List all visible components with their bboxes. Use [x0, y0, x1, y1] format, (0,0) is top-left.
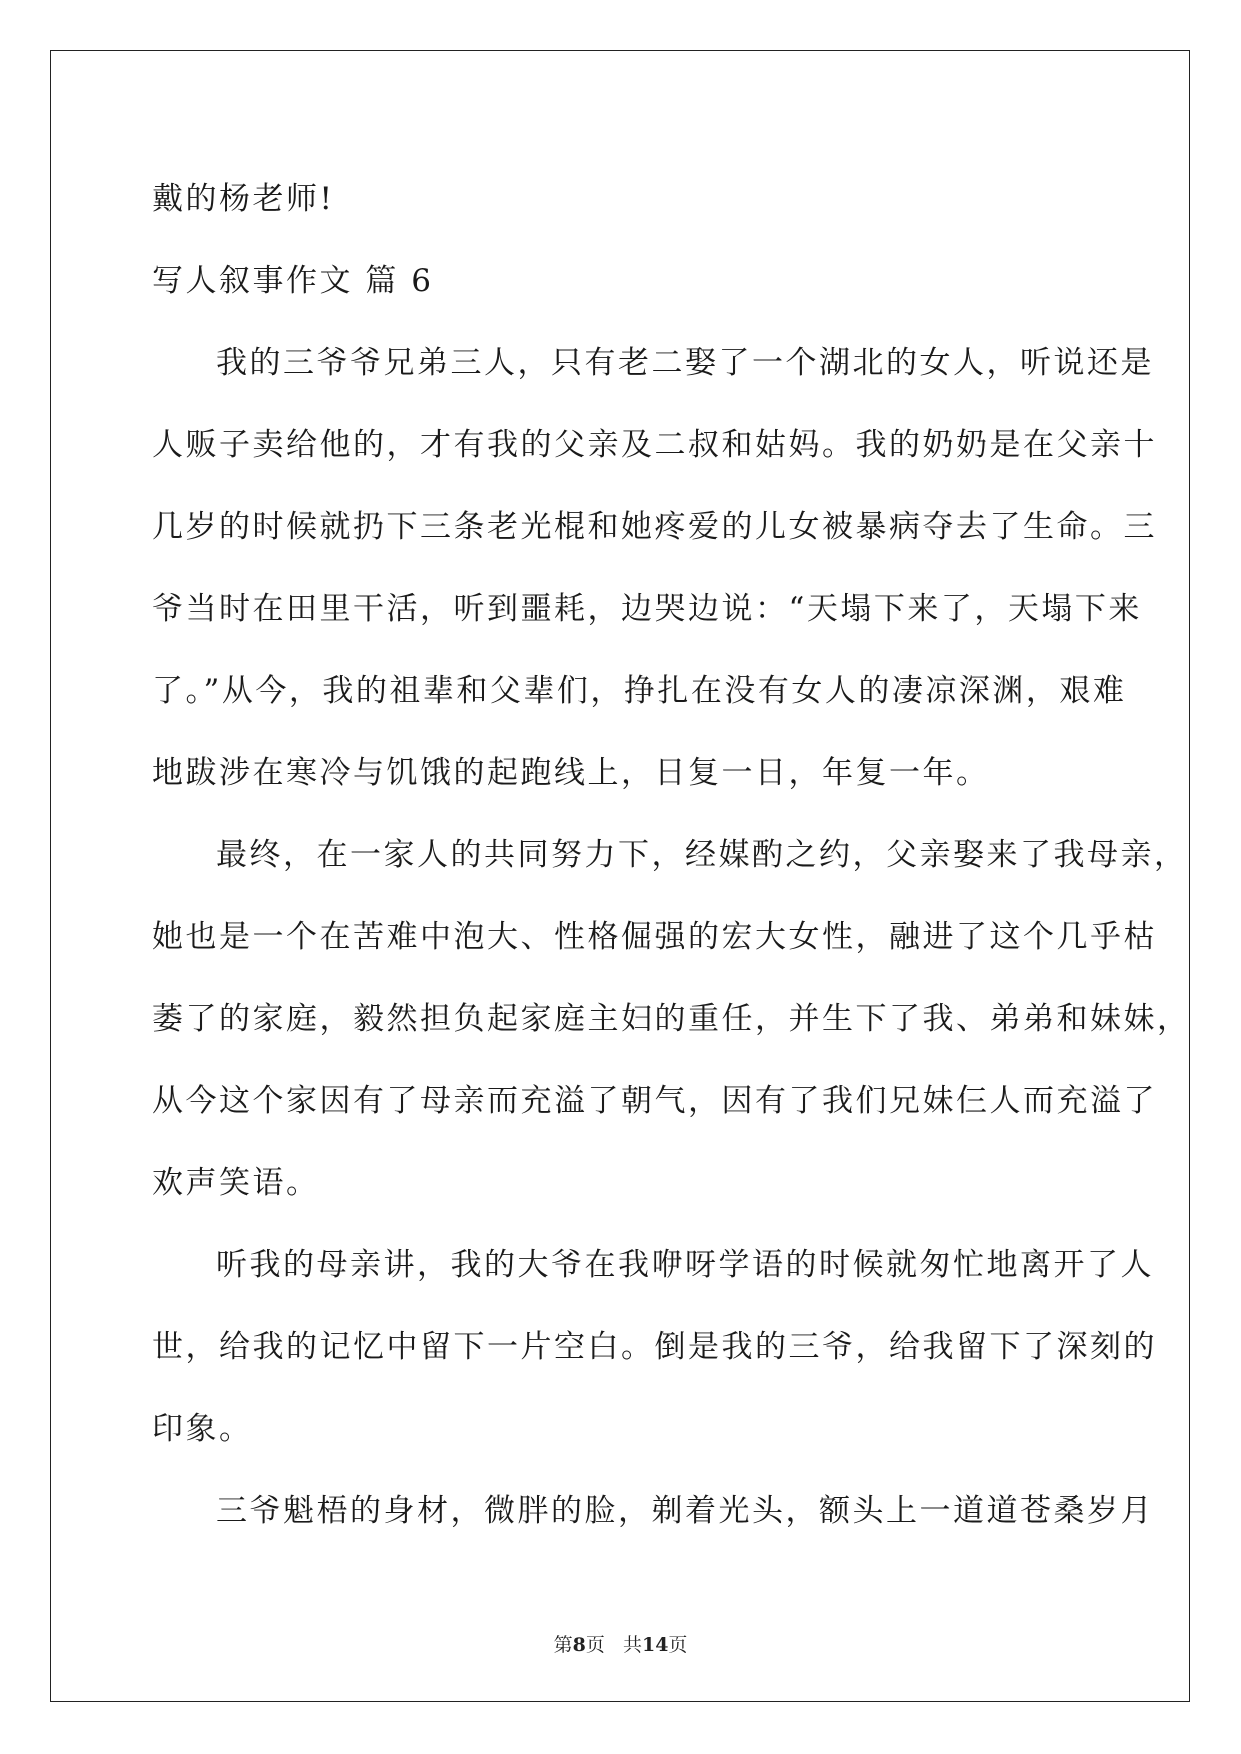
- text-line-1: 戴的杨老师!: [152, 181, 335, 217]
- text-line-10: 她也是一个在苦难中泡大、性格倔强的宏大女性，融进了这个几乎枯: [152, 919, 1157, 955]
- page-footer: [0, 1630, 1241, 1657]
- text-line-11: 萎了的家庭，毅然担负起家庭主妇的重任，并生下了我、弟弟和妹妹，: [152, 1001, 1191, 1037]
- text-line-6: 爷当时在田里干活，听到噩耗，边哭边说：“天塌下来了，天塌下来: [152, 591, 1142, 627]
- text-line-12: 从今这个家因有了母亲而充溢了朝气，因有了我们兄妹仨人而充溢了: [152, 1083, 1157, 1119]
- total-suffix: 页: [668, 1634, 688, 1656]
- total-pages: 14: [641, 1634, 669, 1656]
- page-suffix: 页: [585, 1634, 605, 1656]
- text-line-5: 几岁的时候就扔下三条老光棍和她疼爱的儿女被暴病夺去了生命。三: [152, 509, 1157, 545]
- text-line-3: 我的三爷爷兄弟三人，只有老二娶了一个湖北的女人，听说还是: [216, 345, 1154, 381]
- text-line-7: 了。”从今，我的祖辈和父辈们，挣扎在没有女人的凄凉深渊，艰难: [152, 673, 1127, 709]
- text-line-16: 印象。: [152, 1411, 253, 1447]
- text-line-8: 地跋涉在寒冷与饥饿的起跑线上，日复一日，年复一年。: [152, 755, 990, 791]
- text-line-14: 听我的母亲讲，我的大爷在我咿呀学语的时候就匆忙地离开了人: [216, 1247, 1154, 1283]
- text-line-9: 最终，在一家人的共同努力下，经媒酌之约，父亲娶来了我母亲，: [216, 837, 1188, 873]
- page-number: 8: [572, 1634, 586, 1656]
- text-line-15: 世，给我的记忆中留下一片空白。倒是我的三爷，给我留下了深刻的: [152, 1329, 1157, 1365]
- text-line-13: 欢声笑语。: [152, 1165, 320, 1201]
- text-line-17: 三爷魁梧的身材，微胖的脸，剃着光头，额头上一道道苍桑岁月: [216, 1493, 1154, 1529]
- page-prefix: 第: [553, 1634, 573, 1656]
- document-body: [152, 158, 1191, 1552]
- total-prefix: 共: [622, 1634, 642, 1656]
- text-line-4: 人贩子卖给他的，才有我的父亲及二叔和姑妈。我的奶奶是在父亲十: [152, 427, 1157, 463]
- section-heading: 写人叙事作文 篇 6: [152, 263, 434, 299]
